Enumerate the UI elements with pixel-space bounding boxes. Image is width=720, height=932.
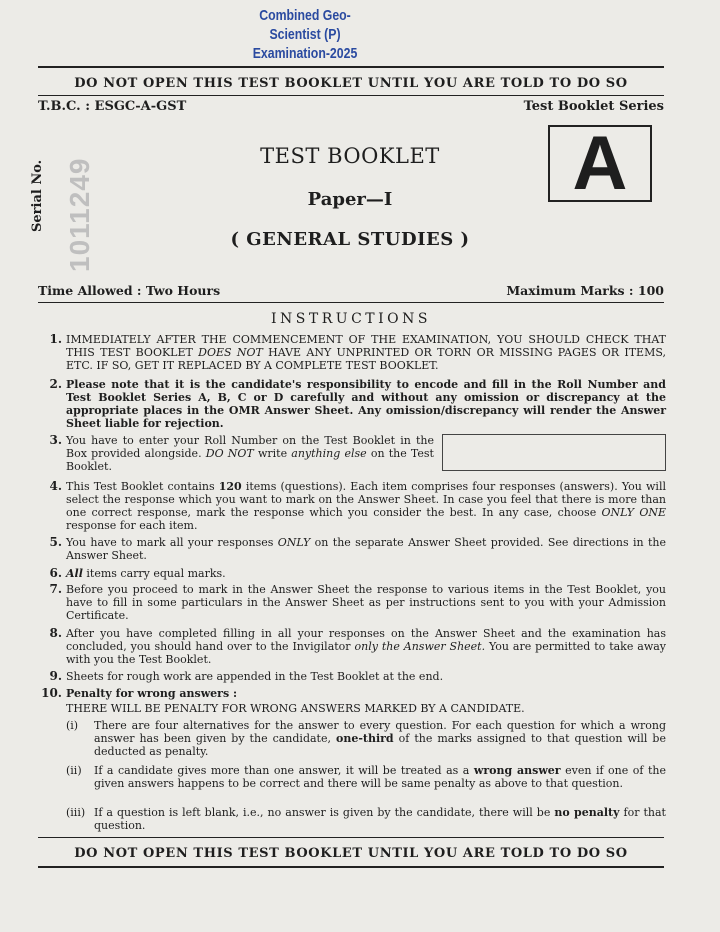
instruction-3	[49, 433, 434, 473]
instruction-emphasis: anything else	[291, 447, 367, 460]
instruction-text: Before you proceed to mark in the Answer Sheet the response to various items in the Test Booklet, you have to fill in some particulars in the Answer Sheet as per instructions sent to you with your Admission Certificate.	[66, 583, 666, 622]
instruction-text: items (questions). Each item comprises four responses (answers). You will select the response which you want to mark on the Answer Sheet. In case you feel that there is more than one correct response, mark the response which you consider the best. In any case, choose	[66, 480, 666, 519]
instruction-text: items carry equal marks.	[82, 567, 226, 580]
instruction-emphasis: ONLY	[277, 536, 311, 549]
instruction-number: 6.	[49, 566, 62, 580]
instruction-emphasis: DOES NOT	[198, 346, 263, 359]
top-divider-2	[38, 95, 664, 96]
sub-text-part: even if one of the given answers happens to be correct and there will be same penalty as above to that question.	[94, 764, 666, 790]
instruction-10	[41, 686, 666, 700]
instructions-heading: INSTRUCTIONS	[271, 311, 431, 327]
instruction-text: After you have completed filling in all your responses on the Answer Sheet and the examination has concluded, you should hand over to the Invigilator	[66, 627, 666, 653]
exam-name-stamp	[235, 6, 374, 63]
instruction-number: 7.	[49, 582, 62, 596]
subject-title: ( GENERAL STUDIES )	[230, 229, 470, 250]
time-allowed: Time Allowed : Two Hours	[38, 283, 221, 298]
instruction-number: 4.	[49, 479, 62, 493]
series-letter: A	[572, 120, 628, 206]
penalty-heading: Penalty for wrong answers :	[66, 687, 238, 700]
sub-text-part: There are four alternatives for the answer to every question. For each question for which a wrong answer has been given by the candidate,	[94, 719, 666, 745]
sub-number: (ii)	[66, 764, 82, 777]
bottom-divider	[38, 837, 664, 838]
instruction-7	[49, 582, 666, 622]
roll-number-box[interactable]	[442, 434, 666, 471]
sub-text-part: If a question is left blank, i.e., no answer is given by the candidate, there will be	[94, 806, 555, 819]
instruction-text: on the separate Answer Sheet provided. See directions in the Answer Sheet.	[66, 536, 666, 562]
sub-text-part: If a candidate gives more than one answer, it will be treated as a	[94, 764, 474, 777]
instruction-number: 2.	[49, 377, 62, 391]
stamp-line-2: Examination-2025	[252, 45, 358, 62]
stamp-line-1: Combined Geo-Scientist (P)	[259, 7, 351, 43]
instruction-9	[49, 669, 666, 683]
instruction-text: You have to mark all your responses	[66, 536, 278, 549]
instruction-text: Sheets for rough work are appended in the Test Booklet at the end.	[66, 670, 444, 683]
instruction-number: 10.	[41, 686, 62, 700]
instruction-emphasis: DO NOT	[205, 447, 254, 460]
paper-title: Paper—I	[307, 189, 393, 210]
sub-text	[94, 806, 666, 832]
penalty-rule-2	[66, 764, 666, 790]
instruction-emphasis: only the Answer Sheet.	[354, 640, 486, 653]
tbc-code: T.B.C. : ESGC-A-GST	[38, 99, 187, 114]
instruction-text: IMMEDIATELY AFTER THE COMMENCEMENT OF THE EXAMINATION, YOU SHOULD CHECK THAT THIS TEST BOOKLET	[66, 333, 666, 359]
sub-emphasis: wrong answer	[473, 764, 561, 777]
instruction-2	[49, 377, 666, 430]
instruction-text: Please note that it is the candidate's responsibility to encode and fill in the Roll Number and Test Booklet Series A, B, C or D carefully and without any omission or discrepancy at the appropriate places in the OMR Answer Sheet. Any omission/discrepancy will render the Answer Sheet liable for rejection.	[66, 378, 666, 430]
instruction-number: 1.	[49, 332, 62, 346]
bottom-warning: DO NOT OPEN THIS TEST BOOKLET UNTIL YOU ARE TOLD TO DO SO	[74, 846, 628, 861]
instruction-text: write	[253, 447, 292, 460]
instruction-5	[49, 535, 666, 562]
instruction-4	[49, 479, 666, 532]
instruction-emphasis: All	[66, 567, 83, 580]
instruction-text: This Test Booklet contains	[66, 480, 219, 493]
sub-text	[94, 764, 666, 790]
booklet-title: TEST BOOKLET	[260, 144, 440, 168]
maximum-marks: Maximum Marks : 100	[506, 283, 664, 298]
series-box	[548, 120, 652, 206]
instruction-number: 9.	[49, 669, 62, 683]
instruction-text: response for each item.	[66, 519, 198, 532]
instruction-1	[49, 332, 666, 372]
penalty-rule-3	[66, 806, 666, 832]
instruction-number: 5.	[49, 535, 62, 549]
sub-text-part: of the marks assigned to that question will be deducted as penalty.	[94, 732, 666, 758]
sub-text	[94, 719, 666, 758]
sub-emphasis: one-third	[335, 732, 394, 745]
instruction-6	[49, 566, 666, 580]
sub-number: (i)	[66, 719, 79, 732]
penalty-rule-1	[66, 719, 666, 758]
sub-text-part: for that question.	[94, 806, 666, 832]
serial-number: 1011249	[64, 157, 95, 272]
instruction-text: You are permitted to take away with you the Test Booklet.	[66, 640, 667, 666]
sub-emphasis: no penalty	[554, 806, 620, 819]
sub-number: (iii)	[66, 806, 86, 819]
instruction-text: HAVE ANY UNPRINTED OR TORN OR MISSING PAGES OR ITEMS, ETC. IF SO, GET IT REPLACED BY A COMPLETE TEST BOOKLET.	[66, 346, 666, 372]
penalty-statement: THERE WILL BE PENALTY FOR WRONG ANSWERS MARKED BY A CANDIDATE.	[66, 702, 525, 715]
series-label: Test Booklet Series	[523, 99, 664, 114]
instruction-emphasis: ONLY ONE	[601, 506, 666, 519]
serial-label: Serial No.	[30, 159, 45, 232]
bottom-divider-2	[38, 866, 664, 868]
instruction-text: You have to enter your Roll Number on the Test Booklet in the Box provided alongside.	[66, 434, 434, 460]
header-divider	[38, 302, 664, 303]
instruction-number: 3.	[49, 433, 62, 447]
top-warning: DO NOT OPEN THIS TEST BOOKLET UNTIL YOU ARE TOLD TO DO SO	[74, 76, 628, 91]
instruction-number: 8.	[49, 626, 62, 640]
instruction-text: on the Test Booklet.	[66, 447, 434, 473]
top-divider	[38, 66, 664, 68]
instruction-emphasis: 120	[218, 480, 242, 493]
instruction-8	[49, 626, 667, 666]
